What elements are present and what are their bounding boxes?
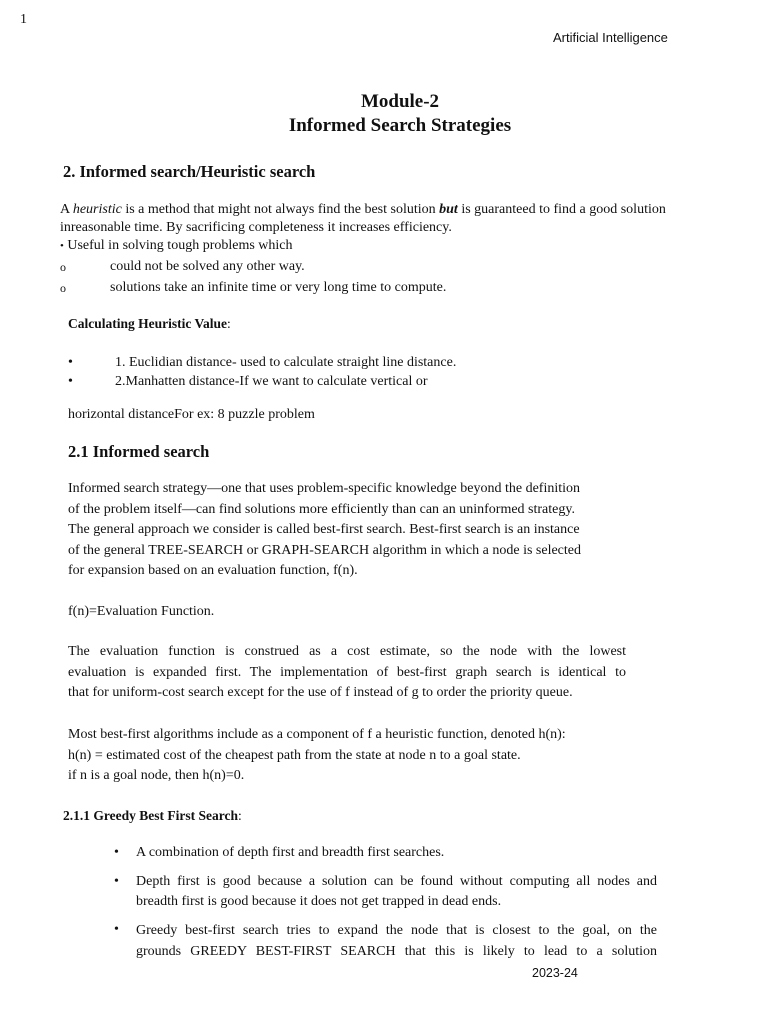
para-line: of the general TREE-SEARCH or GRAPH-SEARCH algorithm in which a node is selected — [68, 542, 581, 558]
heuristic-value-heading — [68, 314, 231, 334]
para-line: Informed search strategy—one that uses problem-specific knowledge beyond the definition — [68, 481, 581, 496]
intro-line-2: inreasonable time. By sacrificing completeness it increases efficiency. — [60, 220, 452, 235]
distance-continuation: horizontal distanceFor ex: 8 puzzle problem — [68, 407, 315, 422]
title-line-subject: Informed Search Strategies — [288, 115, 512, 136]
informed-search-paragraph — [68, 479, 581, 582]
page-title — [0, 90, 768, 138]
para-line: of the problem itself—can find solutions more efficiently than can an uninformed strategy. — [68, 501, 575, 517]
bullet-main — [60, 236, 293, 256]
section-heading-2: 2. Informed search/Heuristic search — [63, 162, 316, 181]
para-line: The evaluation function is construed as a cost estimate, so the node with the lowest — [68, 644, 626, 659]
greedy-bullet-dot: • — [114, 845, 119, 860]
title-line-module: Module-2 — [360, 91, 440, 112]
distance-item-euclidian: 1. Euclidian distance- used to calculate straight line distance. — [115, 355, 457, 370]
para-line: Most best-first algorithms include as a component of f a heuristic function, denoted h(n): — [68, 727, 566, 742]
greedy-bullet-dot: • — [114, 922, 119, 937]
sub-bullet-2 — [60, 278, 66, 299]
circle-bullet-icon: o — [60, 281, 66, 295]
bullet-line: grounds GREEDY BEST-FIRST SEARCH that this is likely to lead to a solution — [136, 944, 657, 959]
greedy-heading-colon: : — [237, 808, 242, 823]
bullet-dot: • — [60, 240, 64, 252]
heuristic-function-paragraph — [68, 725, 566, 787]
running-header: Artificial Intelligence — [553, 30, 668, 45]
para-line: h(n) = estimated cost of the cheapest path from the state at node n to a goal state. — [68, 747, 521, 763]
intro-line-1 — [60, 200, 666, 220]
distance-item-manhatten: 2.Manhatten distance-If we want to calculate vertical or — [115, 374, 428, 389]
sub-bullet-1-text: could not be solved any other way. — [110, 259, 305, 274]
greedy-heading-title: 2.1.1 Greedy Best First Search — [63, 808, 238, 823]
evaluation-function-line: f(n)=Evaluation Function. — [68, 604, 215, 619]
intro-a: A — [60, 202, 73, 217]
para-line: that for uniform-cost search except for the use of f instead of g to order the priority queue. — [68, 685, 573, 700]
para-line: evaluation is expanded first. The implementation of best-first graph search is identical to — [68, 664, 626, 680]
bullet-main-text: Useful in solving tough problems which — [67, 238, 293, 253]
intro-but: but — [439, 202, 458, 217]
section-heading-2-1-1 — [63, 806, 242, 826]
heuristic-value-colon: : — [227, 316, 231, 331]
footer-year: 2023-24 — [532, 966, 578, 980]
section-heading-2-1: 2.1 Informed search — [68, 442, 210, 461]
greedy-bullet-3 — [136, 920, 657, 962]
heuristic-value-title: Calculating Heuristic Value — [68, 316, 228, 331]
page-number: 1 — [20, 12, 27, 27]
greedy-bullet-2 — [136, 872, 657, 912]
distance-bullet-dot: • — [68, 355, 73, 370]
evaluation-paragraph — [68, 642, 626, 704]
sub-bullet-1 — [60, 257, 66, 278]
circle-bullet-icon: o — [60, 260, 66, 274]
sub-bullet-2-text: solutions take an infinite time or very long time to compute. — [110, 280, 447, 295]
greedy-bullet-dot: • — [114, 874, 119, 889]
bullet-line: breadth first is good because it does not get trapped in dead ends. — [136, 894, 502, 909]
intro-end: is guaranteed to find a good solution — [457, 202, 666, 217]
intro-heuristic-term: heuristic — [72, 202, 122, 217]
bullet-line: Depth first is good because a solution can be found without computing all nodes and — [136, 874, 657, 889]
intro-paragraph — [60, 200, 666, 238]
greedy-bullet-1: A combination of depth first and breadth first searches. — [136, 845, 445, 860]
intro-mid: is a method that might not always find the best solution — [121, 202, 440, 217]
bullet-line: Greedy best-first search tries to expand the node that is closest to the goal, on the — [136, 923, 657, 938]
distance-bullet-dot: • — [68, 374, 73, 389]
para-line: for expansion based on an evaluation function, f(n). — [68, 563, 358, 578]
para-line: The general approach we consider is called best-first search. Best-first search is an instance — [68, 522, 580, 537]
para-line: if n is a goal node, then h(n)=0. — [68, 768, 245, 783]
